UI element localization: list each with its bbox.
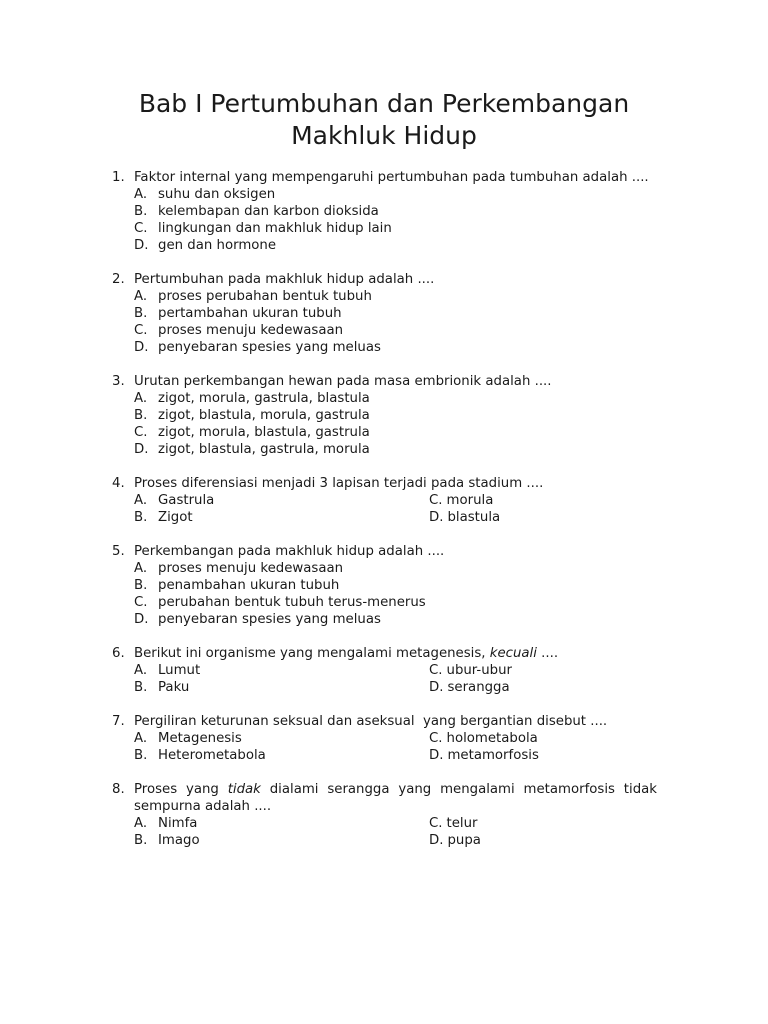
option-letter: A. [134,289,148,304]
option-letter: C. [429,816,443,831]
question-text-part: Proses diferensiasi menjadi 3 lapisan terjadi pada stadium .... [134,476,544,491]
question-number: 6. [112,646,125,661]
option-d [134,237,657,254]
option-letter: A. [134,731,148,746]
option-letter: B. [134,680,148,695]
question-text [134,169,657,186]
option-letter: D. [429,680,444,695]
option-letter: B. [134,510,148,525]
option-text: proses menuju kedewasaan [158,323,344,338]
question-number: 8. [112,782,125,797]
question-body [134,781,657,849]
question-text-part: Pergiliran keturunan seksual dan aseksual yang bergantian disebut .... [134,714,608,729]
option-text: perubahan bentuk tubuh terus-menerus [158,595,426,610]
question-number: 7. [112,714,125,729]
option-letter: C. [134,323,148,338]
option-d [134,441,657,458]
option-letter: A. [134,493,148,508]
question-list [112,169,657,866]
question-text-part: Pertumbuhan pada makhluk hidup adalah .... [134,272,435,287]
option-d [429,509,659,526]
option-text: penyebaran spesies yang meluas [158,612,381,627]
question-3 [112,373,657,458]
page-title [84,88,684,152]
option-c [429,492,659,509]
question-text-emphasis: tidak [227,782,261,797]
option-text: zigot, blastula, morula, gastrula [158,408,370,423]
option-text: suhu dan oksigen [158,187,276,202]
option-b [134,305,657,322]
option-c [134,594,657,611]
option-letter: D. [429,510,444,525]
question-4 [112,475,657,526]
question-text-part: Perkembangan pada makhluk hidup adalah .... [134,544,445,559]
question-text [134,271,657,288]
option-text: zigot, morula, blastula, gastrula [158,425,370,440]
option-d [134,339,657,356]
question-7 [112,713,657,764]
question-text-part: Urutan perkembangan hewan pada masa embrionik adalah .... [134,374,552,389]
option-list [134,815,657,849]
option-letter: C. [134,221,148,236]
option-d [134,611,657,628]
option-c [134,322,657,339]
question-body [134,475,657,526]
question-5 [112,543,657,628]
question-6 [112,645,657,696]
option-a [134,390,657,407]
option-c [429,815,659,832]
option-text: Heterometabola [158,748,266,763]
question-text [134,373,657,390]
question-text-part: .... [536,646,559,661]
option-text: Paku [158,680,190,695]
option-list [134,492,657,526]
option-text: pupa [447,833,481,848]
question-8 [112,781,657,849]
option-text: zigot, morula, gastrula, blastula [158,391,370,406]
option-letter: C. [429,663,443,678]
title-line-1: Bab I Pertumbuhan dan Perkembangan [138,89,630,118]
option-c [134,220,657,237]
option-a [134,815,429,832]
question-body [134,645,657,696]
option-letter: D. [134,340,149,355]
option-b [134,747,429,764]
option-letter: A. [134,391,148,406]
option-letter: D. [134,612,149,627]
option-text: proses menuju kedewasaan [158,561,344,576]
option-letter: D. [429,833,444,848]
option-list [134,662,657,696]
option-letter: A. [134,816,148,831]
option-c [134,424,657,441]
option-letter: D. [429,748,444,763]
question-1 [112,169,657,254]
option-text: serangga [447,680,510,695]
option-d [429,832,659,849]
option-letter: C. [134,425,148,440]
option-text: kelembapan dan karbon dioksida [158,204,379,219]
option-a [134,730,429,747]
option-letter: A. [134,187,148,202]
question-body [134,373,657,458]
option-a [134,662,429,679]
option-text: penyebaran spesies yang meluas [158,340,381,355]
option-a [134,288,657,305]
option-b [134,203,657,220]
option-letter: B. [134,748,148,763]
question-number: 2. [112,272,125,287]
option-text: proses perubahan bentuk tubuh [158,289,372,304]
question-text-part: Proses yang [134,782,228,797]
option-a [134,186,657,203]
question-2 [112,271,657,356]
question-text [134,781,657,815]
option-text: Gastrula [158,493,215,508]
option-text: morula [446,493,494,508]
option-letter: D. [134,238,149,253]
option-letter: D. [134,442,149,457]
question-text [134,475,657,492]
option-letter: B. [134,204,148,219]
option-b [134,407,657,424]
option-text: gen dan hormone [158,238,277,253]
option-letter: A. [134,561,148,576]
option-b [134,679,429,696]
option-text: pertambahan ukuran tubuh [158,306,342,321]
option-b [134,832,429,849]
option-text: ubur-ubur [446,663,512,678]
option-letter: B. [134,833,148,848]
option-text: telur [446,816,478,831]
option-letter: C. [134,595,148,610]
option-text: Imago [158,833,200,848]
option-c [429,730,659,747]
option-d [429,679,659,696]
question-number: 1. [112,170,125,185]
option-letter: C. [429,731,443,746]
option-text: zigot, blastula, gastrula, morula [158,442,370,457]
option-list [134,730,657,764]
option-text: Zigot [158,510,193,525]
option-letter: B. [134,408,148,423]
option-text: holometabola [446,731,538,746]
option-letter: A. [134,663,148,678]
question-number: 4. [112,476,125,491]
question-body [134,713,657,764]
option-text: Lumut [158,663,201,678]
option-a [134,492,429,509]
question-body [134,169,657,254]
option-text: blastula [447,510,501,525]
question-body [134,271,657,356]
option-a [134,560,657,577]
option-b [134,509,429,526]
option-list [134,288,657,356]
option-text: Metagenesis [158,731,242,746]
question-number: 5. [112,544,125,559]
option-letter: B. [134,306,148,321]
title-line-2: Makhluk Hidup [291,121,477,150]
question-text [134,645,657,662]
option-text: lingkungan dan makhluk hidup lain [158,221,392,236]
question-text-part: Faktor internal yang mempengaruhi pertumbuhan pada tumbuhan adalah .... [134,170,649,185]
question-text [134,713,657,730]
option-text: Nimfa [158,816,198,831]
option-c [429,662,659,679]
option-letter: C. [429,493,443,508]
question-text-part: Berikut ini organisme yang mengalami metagenesis, [134,646,490,661]
option-list [134,390,657,458]
option-d [429,747,659,764]
option-list [134,560,657,628]
question-text [134,543,657,560]
option-b [134,577,657,594]
option-text: metamorfosis [447,748,539,763]
option-list [134,186,657,254]
option-letter: B. [134,578,148,593]
question-text-part: dialami serangga yang mengalami metamorfosis tidak sempurna adalah .... [134,782,657,814]
question-number: 3. [112,374,125,389]
option-text: penambahan ukuran tubuh [158,578,340,593]
question-body [134,543,657,628]
question-text-emphasis: kecuali [489,646,537,661]
